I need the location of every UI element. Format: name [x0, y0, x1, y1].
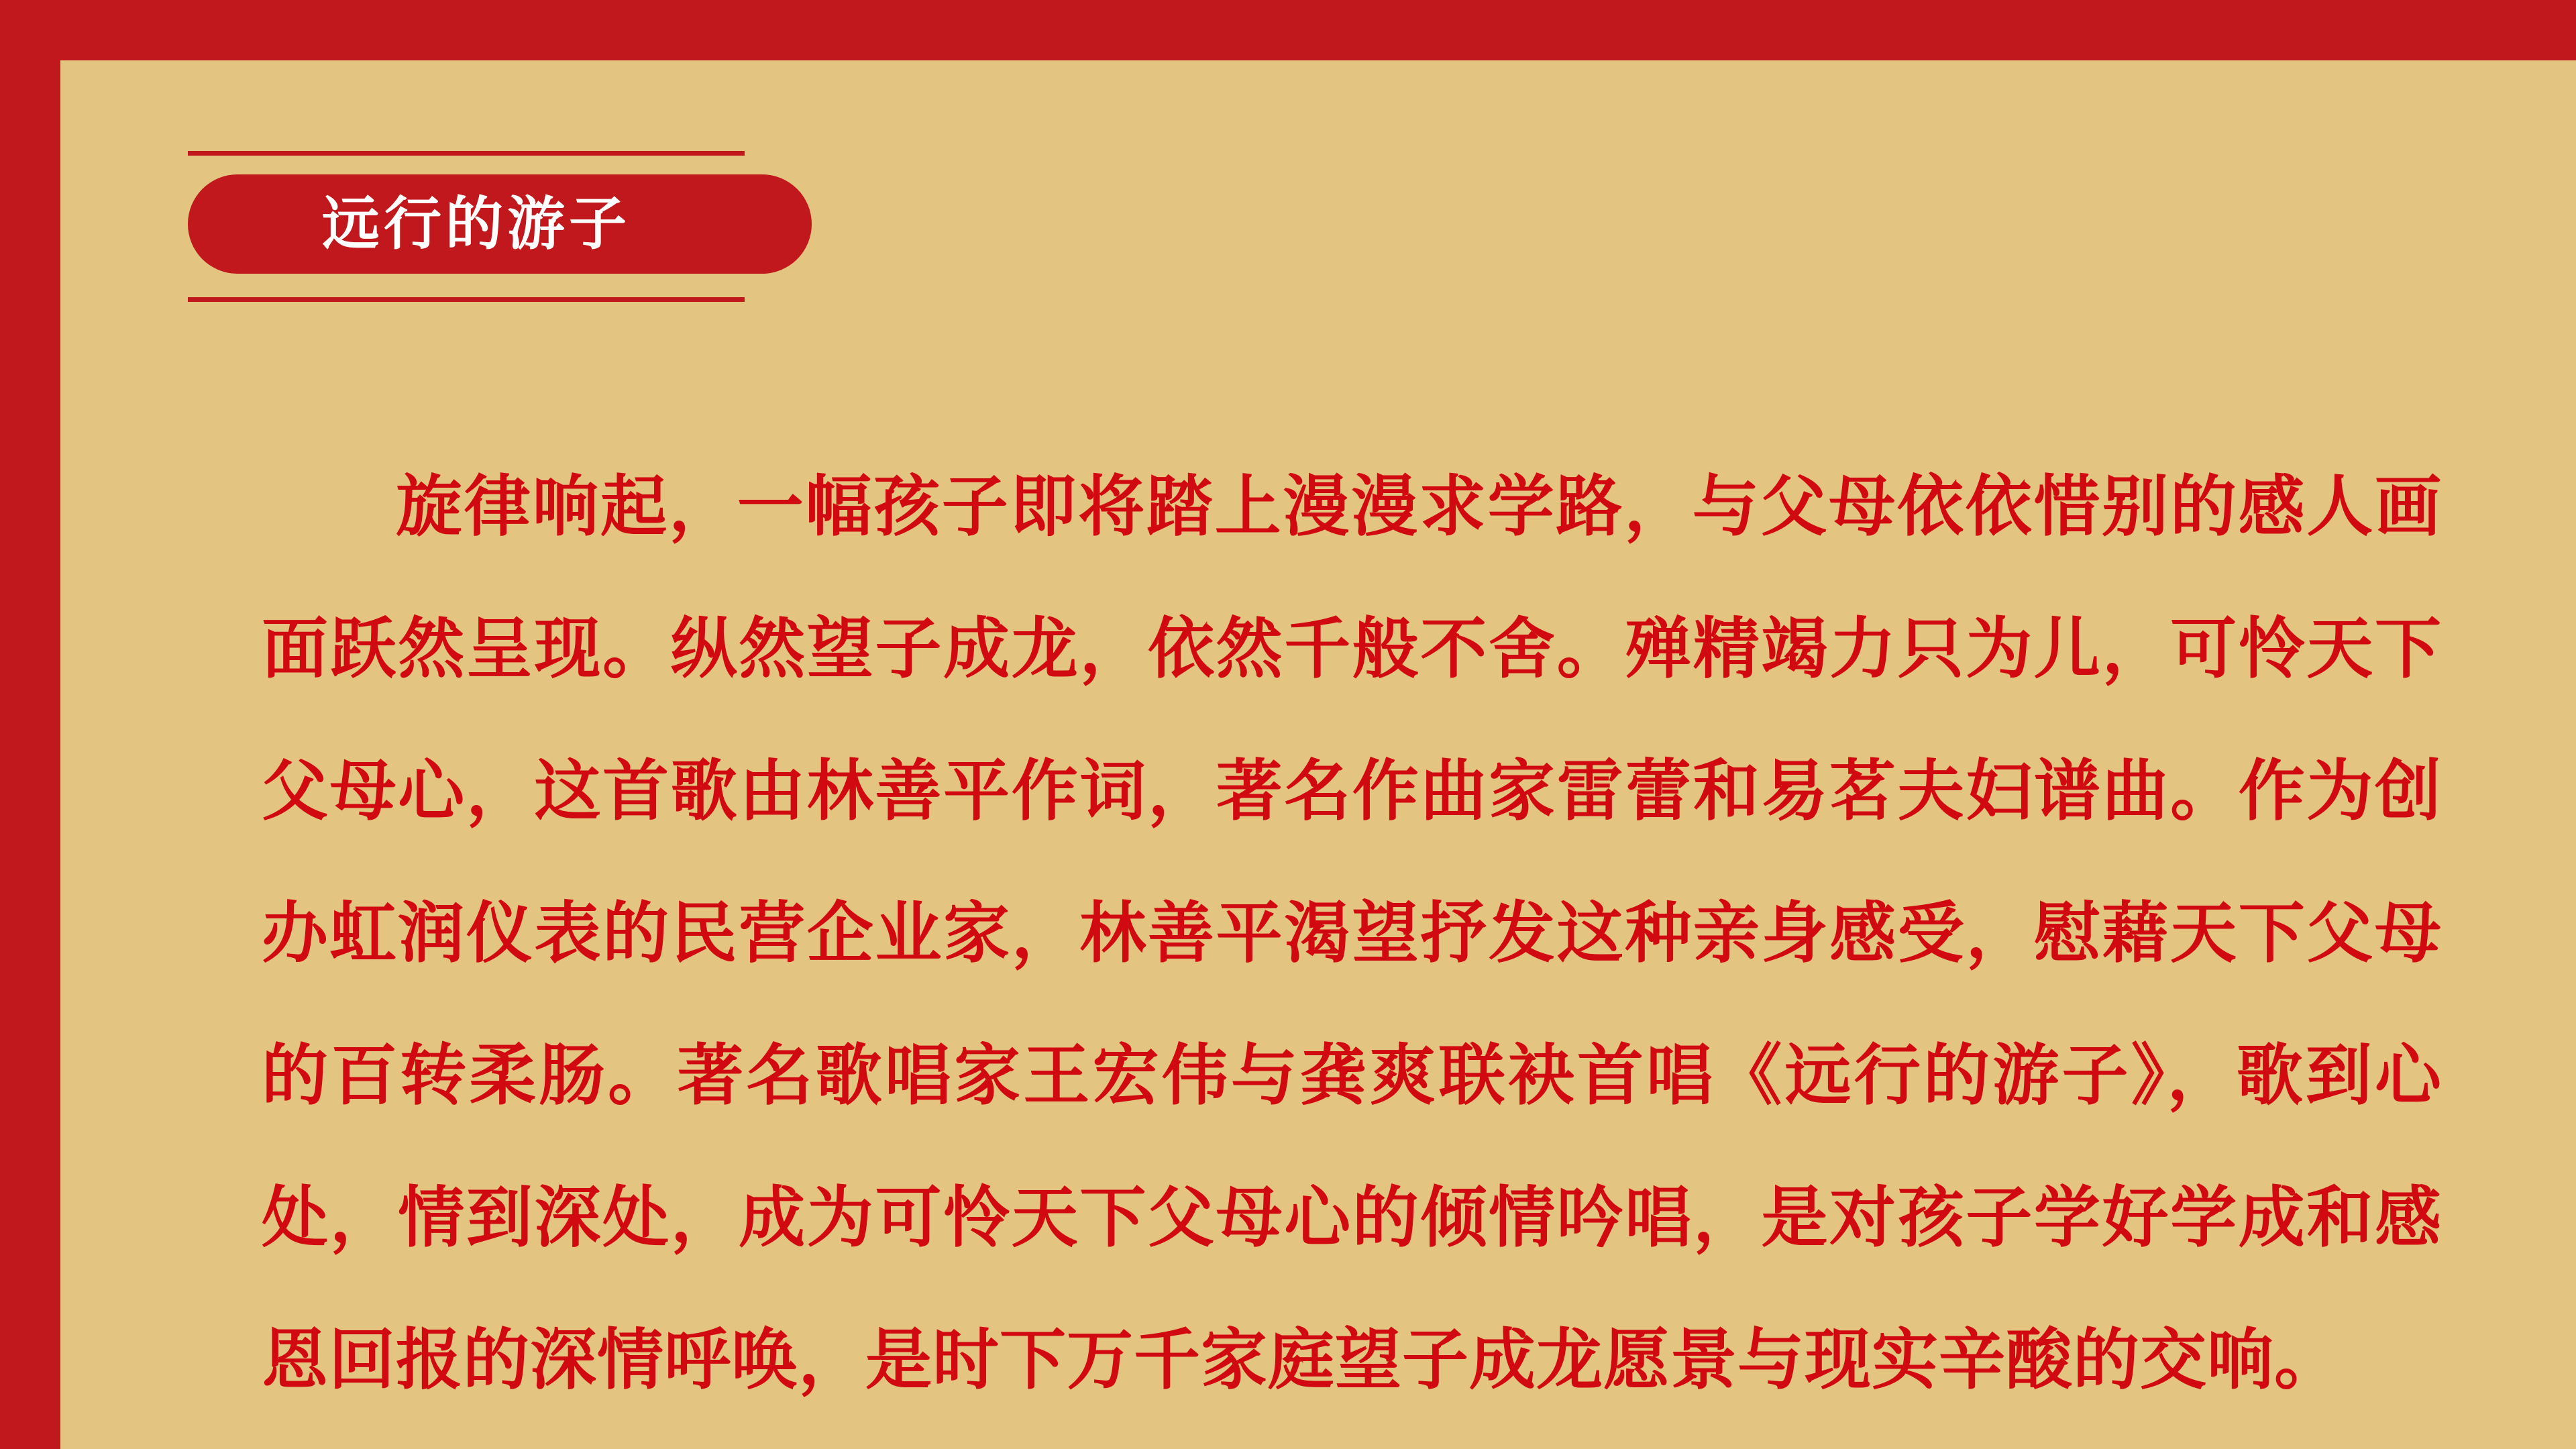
title-top-rule: [188, 151, 745, 156]
title-block: [188, 151, 812, 305]
title-bottom-rule: [188, 297, 745, 302]
body-paragraph: 旋律响起，一幅孩子即将踏上漫漫求学路，与父母依依惜别的感人画面跃然呈现。纵然望子成龙，依然千般不舍。殚精竭力只为儿，可怜天下父母心，这首歌由林善平作词，著名作曲家雷蕾和易茗夫妇谱曲。作为创办虹润仪表的民营企业家，林善平渴望抒发这种亲身感受，慰藉天下父母的百转柔肠。著名歌唱家王宏伟与龚爽联袂首唱《远行的游子》，歌到心处，情到深处，成为可怜天下父母心的倾情吟唱，是对孩子学好学成和感恩回报的深情呼唤，是时下万千家庭望子成龙愿景与现实辛酸的交响。: [262, 469, 2442, 1397]
title-pill: [188, 174, 812, 274]
content-panel: [60, 60, 2576, 1449]
page-title: 远行的游子: [322, 192, 631, 256]
